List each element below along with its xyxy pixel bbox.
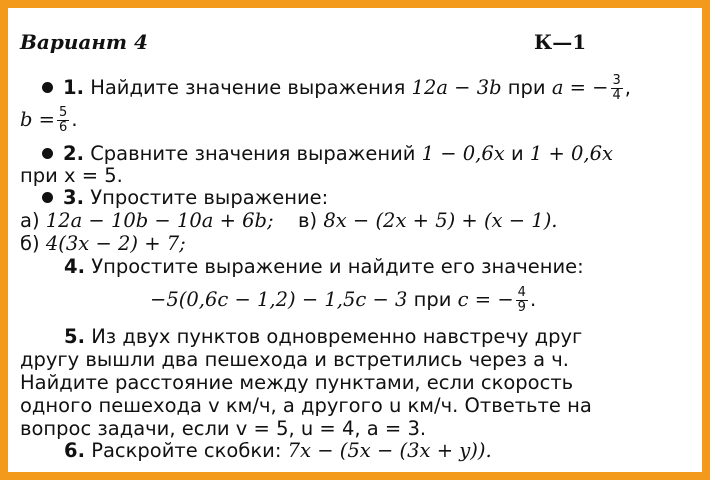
task-3-b (20, 232, 186, 256)
task-4-expr (150, 286, 536, 315)
fraction (516, 286, 528, 315)
math-expression: a = − (551, 76, 609, 99)
bullet-icon (42, 192, 53, 203)
task-3-a (20, 209, 274, 233)
task-text: Сравните значения выражений (90, 142, 422, 165)
bullet-icon (42, 148, 53, 159)
task-text: Упростите выражение и найдите его значение: (91, 255, 584, 278)
task-number: 2. (63, 142, 84, 165)
task-5-line-4: одного пешехода v км/ч, а другого u км/ч. Ответьте на (20, 394, 592, 417)
math-expression: 8x − (2x + 5) + (x − 1). (323, 209, 558, 232)
numerator: 3 (612, 73, 621, 88)
task-text: при (501, 76, 552, 99)
task-1-cont (20, 106, 78, 135)
task-5-line-5: вопрос задачи, если v = 5, u = 4, a = 3. (20, 417, 427, 440)
task-number: 4. (64, 255, 85, 278)
task-text: при (407, 288, 458, 311)
punctuation: . (71, 108, 78, 131)
punctuation: . (529, 288, 537, 311)
task-3 (42, 186, 328, 210)
task-5-line-3: Найдите расстояние между пунктами, если скорость (20, 371, 574, 394)
item-label: б) (20, 232, 40, 255)
math-expression: c = − (457, 288, 514, 311)
variant-title: Вариант 4 (20, 30, 148, 54)
numerator: 4 (517, 285, 526, 300)
denominator: 6 (59, 120, 68, 135)
math-expression: 12a − 3b (411, 76, 502, 99)
punctuation: , (624, 76, 631, 99)
item-label: в) (298, 209, 318, 232)
task-2-cont: при x = 5. (20, 164, 123, 187)
task-number: 1. (63, 76, 84, 99)
bullet-icon (42, 82, 53, 93)
task-6 (64, 439, 492, 463)
task-text: Раскройте скобки: (91, 439, 288, 462)
task-text: Из двух пунктов одновременно навстречу друг (91, 325, 583, 348)
task-1 (42, 74, 631, 103)
task-number: 6. (64, 439, 85, 462)
denominator: 9 (517, 300, 526, 315)
math-expression: 1 + 0,6x (529, 142, 614, 165)
item-label: а) (20, 209, 40, 232)
task-2 (42, 142, 613, 166)
denominator: 4 (612, 88, 621, 103)
math-expression: 7x − (5x − (3x + y)). (287, 439, 492, 462)
math-expression: b = (20, 108, 56, 131)
task-3-v (298, 209, 558, 233)
task-text: Найдите значение выражения (90, 76, 412, 99)
task-number: 3. (63, 186, 84, 209)
math-expression: 4(3x − 2) + 7; (45, 232, 186, 255)
task-4 (64, 255, 584, 279)
math-expression: 12a − 10b − 10a + 6b; (45, 209, 274, 232)
task-text: Упростите выражение: (90, 186, 329, 209)
task-5 (64, 325, 582, 349)
task-text: и (504, 142, 530, 165)
task-number: 5. (64, 325, 85, 348)
numerator: 5 (59, 105, 68, 120)
task-5-line-2: другу вышли два пешехода и встретились через a ч. (20, 348, 569, 371)
fraction (57, 106, 69, 135)
test-code: К—1 (534, 30, 587, 54)
fraction (611, 74, 623, 103)
math-expression: 1 − 0,6x (421, 142, 505, 165)
math-expression: −5(0,6c − 1,2) − 1,5c − 3 (150, 288, 408, 311)
